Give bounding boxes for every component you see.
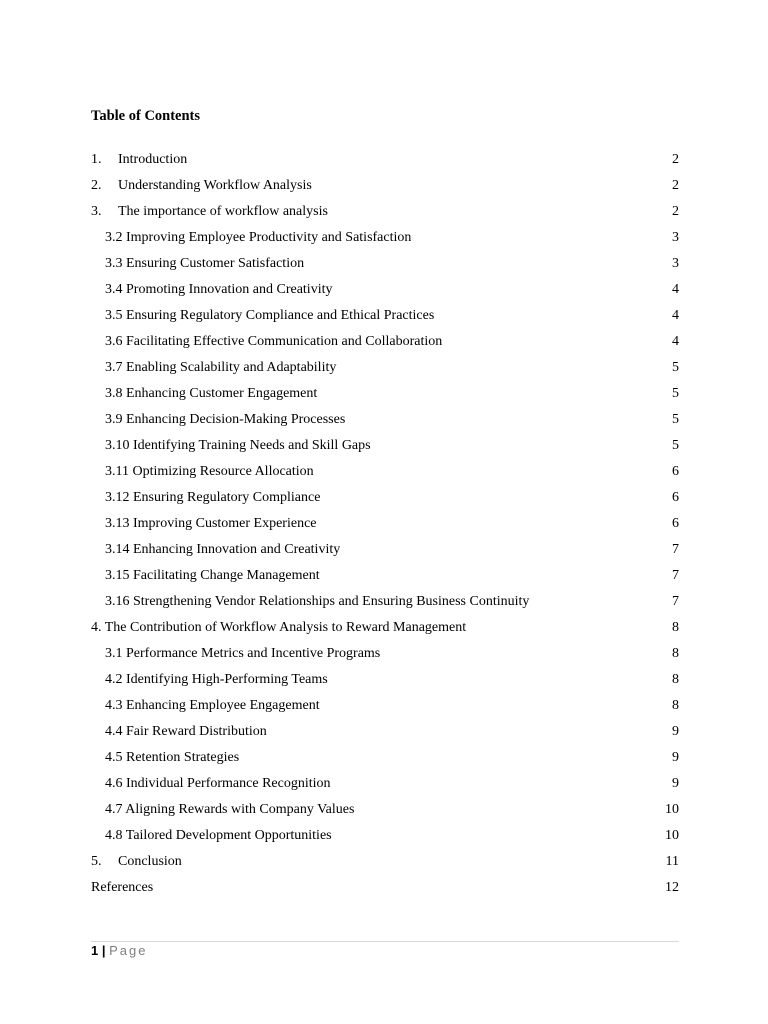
toc-entry-label: 3.9 Enhancing Decision-Making Processes [105,412,346,427]
toc-entry[interactable] [91,433,679,459]
page-title: Table of Contents [91,108,201,124]
toc-entry[interactable] [91,355,679,381]
toc-entry[interactable] [91,641,679,667]
footer-page-number: 1 [91,943,99,958]
footer-divider [91,941,679,942]
toc-entry-page-number: 4 [672,282,679,297]
toc-entry-page-number: 6 [672,516,679,531]
toc-entry-label: 4.6 Individual Performance Recognition [105,776,331,791]
toc-entry-page-number: 7 [672,542,679,557]
toc-entry-label: 3.10 Identifying Training Needs and Skill Gaps [105,438,371,453]
toc-entry-label: 3.2 Improving Employee Productivity and Satisfaction [105,230,412,245]
toc-entry-page-number: 9 [672,750,679,765]
toc-entry-page-number: 3 [672,256,679,271]
toc-entry-label: Introduction [118,152,188,167]
toc-entry-label: 3.6 Facilitating Effective Communication and Collaboration [105,334,443,349]
footer-page-word: Page [109,943,148,958]
toc-entry[interactable] [91,745,679,771]
toc-entry-page-number: 11 [665,854,679,869]
toc-entry-page-number: 5 [672,386,679,401]
toc-entry-number: 2. [91,178,102,193]
toc-entry[interactable] [91,173,679,199]
toc-entry[interactable] [91,771,679,797]
toc-entry[interactable] [91,225,679,251]
toc-entry-label: 4.8 Tailored Development Opportunities [105,828,332,843]
toc-entry-label: The importance of workflow analysis [118,204,328,219]
toc-entry[interactable] [91,589,679,615]
toc-entry[interactable] [91,459,679,485]
toc-entry-label: 4. The Contribution of Workflow Analysis to Reward Management [91,620,467,635]
toc-entry-label: 4.7 Aligning Rewards with Company Values [105,802,355,817]
toc-entry[interactable] [91,147,679,173]
toc-entry-page-number: 2 [672,152,679,167]
toc-entry-page-number: 8 [672,646,679,661]
toc-entry[interactable] [91,511,679,537]
toc-entry-page-number: 5 [672,360,679,375]
toc-entry-label: 3.4 Promoting Innovation and Creativity [105,282,333,297]
toc-entry[interactable] [91,277,679,303]
toc-entry-page-number: 4 [672,334,679,349]
toc-entry-label: 3.7 Enabling Scalability and Adaptability [105,360,337,375]
toc-entry-label: 3.1 Performance Metrics and Incentive Programs [105,646,381,661]
toc-entry[interactable] [91,381,679,407]
toc-entry[interactable] [91,251,679,277]
toc-entry[interactable] [91,719,679,745]
toc-entry[interactable] [91,485,679,511]
table-of-contents [91,147,679,901]
toc-entry-label: 4.3 Enhancing Employee Engagement [105,698,320,713]
toc-entry-page-number: 7 [672,568,679,583]
toc-entry-label: References [91,880,154,895]
toc-entry-page-number: 6 [672,464,679,479]
toc-entry[interactable] [91,693,679,719]
toc-entry-label: Conclusion [118,854,182,869]
toc-entry[interactable] [91,849,679,875]
toc-entry-label: 4.5 Retention Strategies [105,750,240,765]
toc-entry[interactable] [91,303,679,329]
toc-entry-number: 3. [91,204,102,219]
toc-entry[interactable] [91,407,679,433]
toc-entry-label: 4.4 Fair Reward Distribution [105,724,267,739]
toc-entry-label: 3.8 Enhancing Customer Engagement [105,386,318,401]
toc-entry[interactable] [91,537,679,563]
toc-entry-label: Understanding Workflow Analysis [118,178,312,193]
toc-entry[interactable] [91,563,679,589]
toc-entry-page-number: 10 [665,802,679,817]
toc-entry[interactable] [91,329,679,355]
toc-entry-label: 3.11 Optimizing Resource Allocation [105,464,314,479]
toc-entry-page-number: 9 [672,776,679,791]
toc-entry[interactable] [91,875,679,901]
page-footer [91,943,148,958]
footer-separator: | [101,943,106,958]
toc-entry-page-number: 9 [672,724,679,739]
toc-entry-page-number: 8 [672,620,679,635]
toc-entry[interactable] [91,823,679,849]
toc-entry-page-number: 2 [672,178,679,193]
toc-entry-label: 3.13 Improving Customer Experience [105,516,317,531]
toc-entry-label: 4.2 Identifying High-Performing Teams [105,672,328,687]
toc-entry-page-number: 10 [665,828,679,843]
toc-entry-page-number: 6 [672,490,679,505]
toc-entry-page-number: 8 [672,672,679,687]
toc-entry-page-number: 5 [672,438,679,453]
toc-entry-label: 3.15 Facilitating Change Management [105,568,320,583]
toc-entry-page-number: 3 [672,230,679,245]
toc-entry[interactable] [91,667,679,693]
toc-entry[interactable] [91,615,679,641]
toc-entry-label: 3.3 Ensuring Customer Satisfaction [105,256,305,271]
toc-entry[interactable] [91,797,679,823]
toc-entry-page-number: 2 [672,204,679,219]
toc-entry-number: 5. [91,854,102,869]
toc-entry-label: 3.14 Enhancing Innovation and Creativity [105,542,341,557]
toc-entry-page-number: 8 [672,698,679,713]
toc-entry-page-number: 12 [665,880,679,895]
toc-entry-page-number: 4 [672,308,679,323]
toc-entry-page-number: 7 [672,594,679,609]
toc-entry-label: 3.12 Ensuring Regulatory Compliance [105,490,321,505]
toc-entry-label: 3.16 Strengthening Vendor Relationships and Ensuring Business Continuity [105,594,530,609]
toc-entry-number: 1. [91,152,102,167]
toc-entry-label: 3.5 Ensuring Regulatory Compliance and Ethical Practices [105,308,435,323]
toc-entry[interactable] [91,199,679,225]
toc-entry-page-number: 5 [672,412,679,427]
